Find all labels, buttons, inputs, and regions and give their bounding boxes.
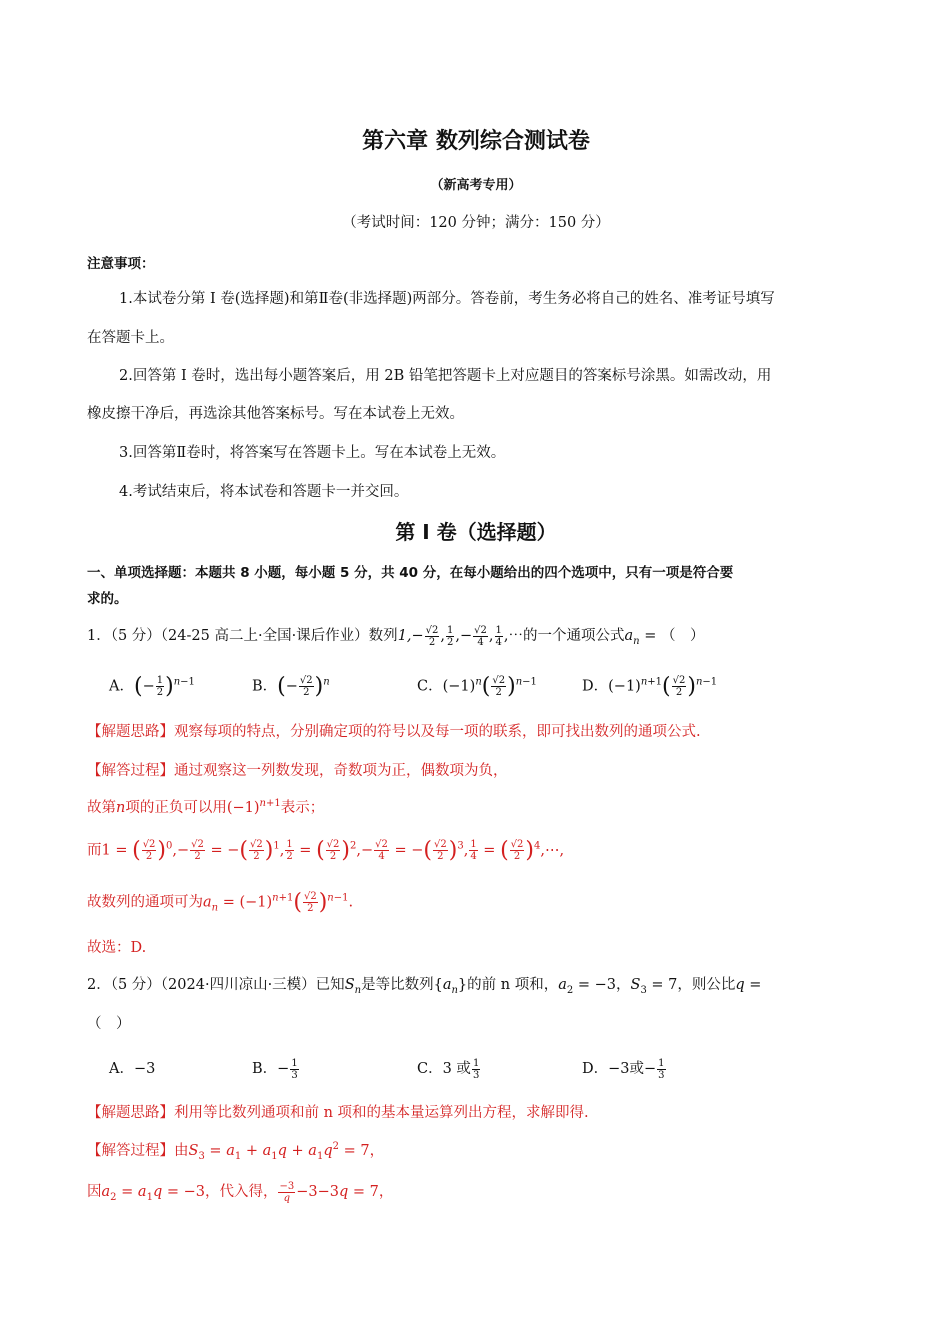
note-item-2: 2.回答第 I 卷时，选出每小题答案后，用 2B 铅笔把答题卡上对应题目的答案标号涂黑。如需改动，用 [119, 368, 772, 384]
q1-stem: 1．（5 分）（24-25 高二上·全国·课后作业）数列1,− $\frac{√2}{2}$ , $\frac{1}{2}$ ,− $\frac{√2}{4}$ , $\frac{1}{4}$ ,⋯的一个通项公式$a_n$ = （ ） [87, 624, 705, 648]
q2-blank: （ ） [87, 1016, 131, 1032]
q2-option-c: C．3 或 $\frac{1}{3}$ [417, 1057, 480, 1081]
q1-answer: 故选：D. [87, 940, 147, 956]
exam-info: （考试时间：120 分钟；满分：150 分） [342, 215, 610, 231]
q1-blank: （ ） [660, 628, 705, 644]
q1-option-c: C．$(-1)^n$( $\frac{√2}{2}$ )$^{n-1}$ [417, 674, 537, 699]
q1-idea: 【解题思路】观察每项的特点，分别确定项的符号以及每一项的联系，即可找出数列的通项公式. [87, 724, 701, 740]
note-item-2-cont: 橡皮擦干净后，再选涂其他答案标号。写在本试卷上无效。 [87, 406, 464, 422]
q1-stem-suffix: 的一个通项公式 [522, 628, 625, 644]
q2-process-2: 因$a_2 = a_1q = -3$，代入得， $\frac{-3}{q}$ −3−3q = 7， [87, 1180, 394, 1204]
page-title: 第六章 数列综合测试卷 [362, 129, 590, 154]
q2-option-a: A．−3 [109, 1061, 156, 1077]
note-item-1: 1.本试卷分第 I 卷(选择题)和第Ⅱ卷(非选择题)两部分。答卷前，考生务必将自己的姓名、准考证号填写 [119, 291, 775, 307]
q2-option-b: B．− $\frac{1}{3}$ [252, 1057, 298, 1081]
q1-option-b: B．(− $\frac{√2}{2}$ )$^n$ [252, 674, 330, 699]
section-intro: 一、单项选择题：本题共 8 小题，每小题 5 分，共 40 分，在每小题给出的四个选项中，只有一项是符合要 [87, 565, 734, 581]
q2-option-d: D．−3或− $\frac{1}{3}$ [582, 1057, 665, 1081]
note-item-1-cont: 在答题卡上。 [87, 330, 174, 346]
q2-idea: 【解题思路】利用等比数列通项和前 n 项和的基本量运算列出方程，求解即得. [87, 1105, 589, 1121]
q1-process-3: 而1 = ( $\frac{√2}{2}$ )$^0$,− $\frac{√2}{2}$ = −( $\frac{√2}{2}$ )$^1$, $\frac{1}{2}$ = ( $\frac{√2}{2}$ )$^2$,− $\frac{√2}{4}$ = −( $\frac{√2}{2}$ )$^3$, $\frac{1}{4}$ = ( $\frac{√2}{2}$ )$^4$,⋯, [87, 838, 565, 863]
notes-heading: 注意事项： [87, 256, 155, 272]
q1-stem-prefix: 1．（5 分）（24-25 高二上·全国·课后作业）数列 [87, 628, 398, 644]
note-item-4: 4.考试结束后，将本试卷和答题卡一并交回。 [119, 484, 409, 500]
q1-process-1: 【解答过程】通过观察这一列数发现，奇数项为正，偶数项为负， [87, 763, 508, 779]
q2-stem: 2．（5 分）（2024·四川凉山·三模）已知$S_n$是等比数列$\{a_n\}$的前 n 项和，$a_2 = -3$，$S_3 = 7$，则公比q = [87, 977, 762, 996]
q1-option-a: A．(− $\frac{1}{2}$ )$^{n-1}$ [109, 674, 195, 699]
note-item-3: 3.回答第Ⅱ卷时，将答案写在答题卡上。写在本试卷上无效。 [119, 445, 506, 461]
q1-option-d: D．$(-1)^{n+1}$( $\frac{√2}{2}$ )$^{n-1}$ [582, 674, 718, 699]
q2-process-1: 【解答过程】由$S_3 = a_1 + a_1q + a_1q^2 = 7$， [87, 1141, 385, 1162]
q1-process-2: 故第n项的正负可以用$(-1)^{n+1}$表示； [87, 798, 325, 816]
section-intro-cont: 求的。 [87, 591, 128, 607]
q1-process-4: 故数列的通项可为$a_n = (-1)^{n+1}$( $\frac{√2}{2}$ )$^{n-1}$. [87, 890, 354, 915]
section-title: 第 I 卷（选择题） [395, 520, 557, 544]
page-subtitle: （新高考专用） [430, 178, 522, 193]
